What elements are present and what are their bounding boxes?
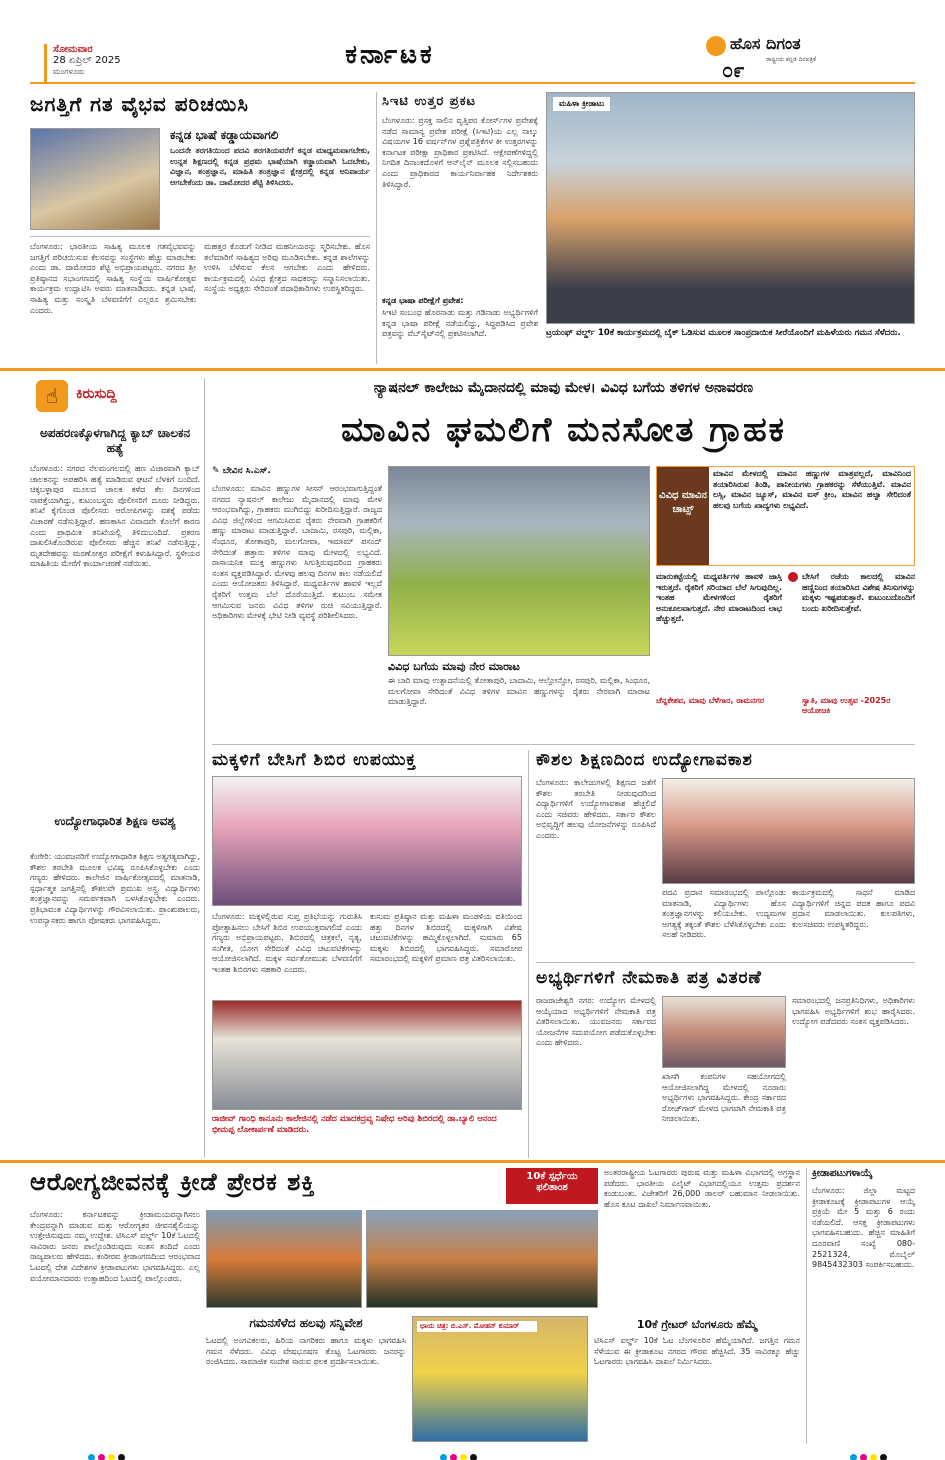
story3-tag: ಮಹಿಳಾ ಕ್ರೀಡಾಟು (553, 97, 610, 111)
pen-icon: ✎ (212, 466, 223, 476)
story1-body-col1: ಬೆಂಗಳೂರು: ಭಾರತೀಯ ಸಾಹಿತ್ಯ ಮೂಲಕ ಗತವೈಭವವನ್ನು ಜಗತ್ತಿಗೆ ಪರಿಚಯಿಸುವ ಕೆಲಸವನ್ನು ಸಂಸ್ಥೆಗಳು ಹೆಚ್ಚು ಮಾಡಬೇಕು ಎಂದು ಡಾ. ದಾಮೋದರ ಶೆಟ್ಟಿ ಅಭಿಪ್ರಾಯಪಟ್ಟರು. ನಗರದ ಶ್ರೀ ಪ್ರತಿಷ್ಠಾನದ ಸಭಾಂಗಣದಲ್ಲಿ ಸಾಹಿತ್ಯ ಸಂಸ್ಥೆಯ ವಾರ್ಷಿಕೋತ್ಸವ ಕಾರ್ಯಕ್ರಮ ಉದ್ಘಾಟಿಸಿ ಅವರು ಮಾತನಾಡಿದರು. ಕನ್ನಡ ಭಾಷೆ, ಸಾಹಿತ್ಯ ಮತ್ತು ಸಂಸ್ಕೃತಿ ಬೆಳವಣಿಗೆಗೆ ಎಲ್ಲರೂ ಶ್ರಮಿಸಬೇಕು ಎಂದರು. (30, 242, 196, 315)
hand-icon: ☝ (36, 380, 68, 412)
mango-box1 (656, 466, 915, 566)
sports-headline: ಆರೋಗ್ಯಜೀವನಕ್ಕೆ ಕ್ರೀಡೆ ಪ್ರೇರಕ ಶಕ್ತಿ (30, 1168, 316, 1196)
mango-box2 (656, 572, 782, 738)
appointment-headline: ಅಭ್ಯರ್ಥಿಗಳಿಗೆ ನೇಮಕಾತಿ ಪತ್ರ ವಿತರಣೆ (536, 968, 762, 988)
story1-subhead-text: ಒಂದನೇ ತರಗತಿಯಿಂದ ಪದವಿ ತರಗತಿಯವರೆಗೆ ಕನ್ನಡ ಮಾಧ್ಯಮವಾಗಬೇಕು, ಉನ್ನತ ಶಿಕ್ಷಣದಲ್ಲಿ ಕನ್ನಡ ಪ್ರಥಮ ಭಾಷೆಯಾಗಿ ಕಡ್ಡಾಯವಾಗಿ ಓದಬೇಕು, ವಿಜ್ಞಾನ, ತಂತ್ರಜ್ಞಾನ, ಮಾಹಿತಿ ತಂತ್ರಜ್ಞಾನ ಕ್ಷೇತ್ರದಲ್ಲಿ ಕನ್ನಡ ಅನಿವಾರ್ಯ ಆಗಬೇಕೆಂದು ಡಾ. ದಾಮೋದರ ಶೆಟ್ಟಿ ತಿಳಿಸಿದರು. (170, 146, 370, 187)
mango-box3-body: ಬೇಸಿಗೆ ರಜೆಯ ಕಾಲದಲ್ಲಿ ಮಾವಿನ ಹಣ್ಣಿನಿಂದ ತಯಾರಿಸಿದ ವಿಶೇಷ ತಿನಿಸುಗಳನ್ನು ಮಕ್ಕಳು ಇಷ್ಟಪಡುತ್ತಾರೆ. ಕುಟುಂಬದೊಂದಿಗೆ ಬಂದು ಖರೀದಿಸುತ್ತೇವೆ. (802, 572, 915, 613)
sports-photo-crowd (412, 1316, 588, 1442)
sports-mixer-title: ಗಮನಸೆಳೆದ ಹಲವು ಸನ್ನಿವೇಶ (249, 1316, 363, 1330)
sports-mixer-body: ಓಟದಲ್ಲಿ ಅಂಗವಿಕಲರು, ಹಿರಿಯ ನಾಗರಿಕರು ಹಾಗೂ ಮಕ್ಕಳು ಭಾಗವಹಿಸಿ ಗಮನ ಸೆಳೆದರು. ವಿವಿಧ ವೇಷಭೂಷಣ ತೊಟ್ಟ ಓಟಗಾರರು ಜನರನ್ನು ರಂಜಿಸಿದರು. ಸಾಮಾಜಿಕ ಸಂದೇಶ ಸಾರುವ ಫಲಕ ಪ್ರದರ್ಶಿಸಲಾಯಿತು. (206, 1336, 406, 1367)
camp-photo (212, 776, 522, 906)
mango-box1-label: ವಿವಿಧ ಮಾವಿನ ಚಾಟ್ಸ್ (657, 467, 709, 565)
story1-divider (30, 236, 370, 237)
col-rule-sports (806, 1168, 807, 1444)
appointment-body-col2: ಖಾಸಗಿ ಕಂಪನಿಗಳ ಸಹಯೋಗದಲ್ಲಿ ಆಯೋಜಿಸಲಾಗಿದ್ದ ಮೇಳದಲ್ಲಿ ನೂರಾರು ಅಭ್ಯರ್ಥಿಗಳು ಭಾಗವಹಿಸಿದ್ದರು. ಕೇಂದ್ರ ಸರ್ಕಾರದ ರೋಜ್‌ಗಾರ್ ಮೇಳದ ಭಾಗವಾಗಿ ನೇಮಕಾತಿ ಪತ್ರ ನೀಡಲಾಯಿತು. (662, 1072, 786, 1124)
sports-photo-tag: ಛಾಯ ಚಿತ್ರ: ಬಿ.ಎಸ್. ಮೋಹನ್ ಕುಮಾರ್ (417, 1321, 537, 1332)
page-number: ೦೯ (722, 58, 745, 82)
story1-subhead: ಕನ್ನಡ ಭಾಷೆ ಕಡ್ಡಾಯವಾಗಲಿ (170, 128, 279, 142)
story2-headline: ಸಿಇಟಿ ಉತ್ತರ ಪ್ರಕಟ (382, 94, 477, 109)
mango-byline-text: ಬೇವಿನ ಸಿ.ಎಸ್. (222, 466, 271, 476)
story2-body: ಬೆಂಗಳೂರು: ಪ್ರಸಕ್ತ ಸಾಲಿನ ವೃತ್ತಿಪರ ಕೋರ್ಸ್‌ಗಳ ಪ್ರವೇಶಕ್ಕೆ ನಡೆದ ಸಾಮಾನ್ಯ ಪ್ರವೇಶ ಪರೀಕ್ಷೆ (ಸಿಇಟಿ)ಯ ಎಲ್ಲ ನಾಲ್ಕು ವಿಷಯಗಳ 16 ವರ್ಷನ್‌ಗಳ ಪ್ರಶ್ನೆಪತ್ರಿಕೆಗಳ ಕೀ ಉತ್ತರಗಳನ್ನು ಕರ್ನಾಟಕ ಪರೀಕ್ಷಾ ಪ್ರಾಧಿಕಾರ ಪ್ರಕಟಿಸಿದೆ. ಆಕ್ಷೇಪಣೆಗಳಿದ್ದಲ್ಲಿ ನಿಗದಿತ ದಿನಾಂಕದೊಳಗೆ ಆನ್‌ಲೈನ್ ಮೂಲಕ ಸಲ್ಲಿಸಬಹುದು ಎಂದು ಪ್ರಾಧಿಕಾರದ ಕಾರ್ಯನಿರ್ವಾಹಕ ನಿರ್ದೇಶಕರು ತಿಳಿಸಿದ್ದಾರೆ. (382, 116, 538, 189)
kiru-item2-title: ಉದ್ಯೋಗಾಧಾರಿತ ಶಿಕ್ಷಣ ಅವಶ್ಯ (54, 814, 176, 828)
skill-bottom-rule (536, 962, 915, 963)
masthead-day: ಸೋಮವಾರ (53, 44, 93, 55)
brand-logo-icon (706, 36, 726, 56)
story3-photo (546, 92, 915, 324)
col-rule-1 (376, 92, 377, 364)
kiru-item1-body: ಬೆಂಗಳೂರು: ನಗರದ ನೆಲಮಂಗಲದಲ್ಲಿ ಹಣ ವಿಚಾರವಾಗಿ ಕ್ಯಾಬ್ ಚಾಲಕನನ್ನು ಅಪಹರಿಸಿ ಹತ್ಯೆ ಮಾಡಿರುವ ಘಟನೆ ಬೆಳಕಿಗೆ ಬಂದಿದೆ. ಚಿಕ್ಕಬಳ್ಳಾಪುರ ಮೂಲದ ಚಾಲಕ ಕಳೆದ ಕೆಲ ದಿನಗಳಿಂದ ನಾಪತ್ತೆಯಾಗಿದ್ದು, ಕುಟುಂಬಸ್ಥರು ಪೊಲೀಸರಿಗೆ ದೂರು ನೀಡಿದ್ದರು. ತನಿಖೆ ಕೈಗೊಂಡ ಪೊಲೀಸರು ಆರೋಪಿಗಳನ್ನು ವಶಕ್ಕೆ ಪಡೆದು ವಿಚಾರಣೆ ನಡೆಸುತ್ತಿದ್ದಾರೆ. ಹಣಕಾಸಿನ ವಿವಾದವೇ ಕೊಲೆಗೆ ಕಾರಣ ಎಂದು ಪ್ರಾಥಮಿಕ ತನಿಖೆಯಲ್ಲಿ ತಿಳಿದುಬಂದಿದೆ. ಪ್ರಕರಣ ದಾಖಲಿಸಿಕೊಂಡಿರುವ ಪೊಲೀಸರು ಹೆಚ್ಚಿನ ತನಿಖೆ ನಡೆಸುತ್ತಿದ್ದು, ಮೃತದೇಹವನ್ನು ಮರಣೋತ್ತರ ಪರೀಕ್ಷೆಗೆ ಕಳುಹಿಸಿದ್ದಾರೆ. ಸ್ಥಳೀಯರ ಮಾಹಿತಿಯ ಮೇರೆಗೆ ಕಾರ್ಯಾಚರಣೆ ನಡೆಯಿತು. (30, 464, 200, 569)
sports-greater-body: ಟಿಸಿಎಸ್ ವರ್ಲ್ಡ್ 10ಕೆ ಓಟ ಬೆಂಗಳೂರಿನ ಹೆಮ್ಮೆಯಾಗಿದೆ. ಜಗತ್ತಿನ ಗಮನ ಸೆಳೆಯುವ ಈ ಕ್ರೀಡಾಕೂಟ ನಗರದ ಗೌರವ ಹೆಚ್ಚಿಸಿದೆ. 35 ಸಾವಿರಕ್ಕೂ ಹೆಚ್ಚು ಓಟಗಾರರು ಭಾಗವಹಿಸಿ ದಾಖಲೆ ನಿರ್ಮಿಸಿದರು. (594, 1336, 800, 1367)
upper-band-rule (0, 368, 945, 371)
mango-photo-caption-body: ಈ ಬಾರಿ ಮಾವು ಉತ್ಪಾದನೆಯಲ್ಲಿ ತೋತಾಪುರಿ, ಬಾದಾಮಿ, ಆಲ್ಫೋನ್ಸೋ, ರಸಪುರಿ, ಮಲ್ಲಿಕಾ, ಸಿಂಧೂರ, ಮಲಗೋವಾ ಸೇರಿದಂತೆ ವಿವಿಧ ತಳಿಗಳ ಮಾವಿನ ಹಣ್ಣುಗಳನ್ನು ರೈತರು ನೇರವಾಗಿ ಮಾರಾಟ ಮಾಡುತ್ತಿದ್ದಾರೆ. (388, 676, 650, 707)
masthead-city: ಮಂಗಳೂರು (53, 67, 85, 76)
mango-box2-sign: ಚೆನ್ನಕೇಶವ, ಮಾವು ಬೆಳೆಗಾರ, ರಾಮನಗರ (656, 696, 764, 705)
mango-box1-body: ಮಾವಿನ ಮೇಳದಲ್ಲಿ ಮಾವಿನ ಹಣ್ಣುಗಳ ಮಾತ್ರವಲ್ಲದೆ, ಮಾವಿನಿಂದ ತಯಾರಿಸಿರುವ ತಿಂಡಿ, ಪಾನೀಯಗಳು ಗ್ರಾಹಕರನ್ನು ಸೆಳೆಯುತ್ತಿವೆ. ಮಾವಿನ ಲಸ್ಸಿ, ಮಾವಿನ ಜ್ಯೂಸ್, ಮಾವಿನ ಐಸ್ ಕ್ರೀಂ, ಮಾವಿನ ಹಲ್ವಾ ಸೇರಿದಂತೆ ಹಲವು ಬಗೆಯ ಖಾದ್ಯಗಳು ಲಭ್ಯವಿದೆ. (713, 469, 911, 510)
sports-photo-men (366, 1210, 598, 1308)
skill-body-col3: ಕಾರ್ಯಕ್ರಮದಲ್ಲಿ ಸಾಧನೆ ಮಾಡಿದ ವಿದ್ಯಾರ್ಥಿಗಳಿಗೆ ಚಿನ್ನದ ಪದಕ ಹಾಗೂ ಪದವಿ ಪ್ರದಾನ ಮಾಡಲಾಯಿತು. ಕುಲಪತಿಗಳು, ಕುಲಸಚಿವರು ಉಪಸ್ಥಿತರಿದ್ದರು. (792, 888, 915, 929)
brand-tagline: ರಾಷ್ಟ್ರೀಯ ಕನ್ನಡ ದಿನಪತ್ರಿಕೆ (766, 56, 817, 63)
sports-result-badge-line2: ಫಲಿತಾಂಶ (536, 1182, 568, 1193)
mango-photo (388, 466, 650, 656)
camp-photo2 (212, 1000, 522, 1110)
kiru-badge (30, 378, 200, 418)
skill-body-col1: ಬೆಂಗಳೂರು: ಕಾಲೇಜುಗಳಲ್ಲಿ ಶಿಕ್ಷಣದ ಜತೆಗೆ ಕೌಶಲ ತರಬೇತಿ ನೀಡುವುದರಿಂದ ವಿದ್ಯಾರ್ಥಿಗಳಿಗೆ ಉದ್ಯೋಗಾವಕಾಶ ಹೆಚ್ಚಲಿದೆ ಎಂದು ಸಚಿವರು ಹೇಳಿದರು. ಸರ್ಕಾರ ಕೌಶಲ ಅಭಿವೃದ್ಧಿಗೆ ಹಲವು ಯೋಜನೆಗಳನ್ನು ರೂಪಿಸಿದೆ ಎಂದರು. (536, 778, 656, 840)
camp-body-col2: ಕುಸುಮ ಪ್ರತಿಷ್ಠಾನ ಮತ್ತು ಮಹಿಳಾ ಮಂಡಳಿಯ ವತಿಯಿಂದ ಹತ್ತು ದಿನಗಳ ಶಿಬಿರದಲ್ಲಿ ಮಕ್ಕಳಿಗಾಗಿ ವಿಶೇಷ ಚಟುವಟಿಕೆಗಳನ್ನು ಹಮ್ಮಿಕೊಳ್ಳಲಾಗಿದೆ. ಸುಮಾರು 65 ಮಕ್ಕಳು ಶಿಬಿರದಲ್ಲಿ ಭಾಗವಹಿಸಿದ್ದರು. ಸಮಾರೋಪ ಸಮಾರಂಭದಲ್ಲಿ ಮಕ್ಕಳಿಗೆ ಪ್ರಮಾಣ ಪತ್ರ ವಿತರಿಸಲಾಯಿತು. (370, 912, 522, 964)
appointment-photo (662, 996, 786, 1068)
appointment-body-col1: ರಾಜರಾಜೇಶ್ವರಿ ನಗರ: ಉದ್ಯೋಗ ಮೇಳದಲ್ಲಿ ಆಯ್ಕೆಯಾದ ಅಭ್ಯರ್ಥಿಗಳಿಗೆ ನೇಮಕಾತಿ ಪತ್ರ ವಿತರಿಸಲಾಯಿತು. ಯುವಜನರು ಸರ್ಕಾರದ ಯೋಜನೆಗಳ ಸದುಪಯೋಗ ಪಡೆದುಕೊಳ್ಳಬೇಕು ಎಂದು ಹೇಳಿದರು. (536, 996, 656, 1048)
lower-band-rule (0, 1160, 945, 1163)
masthead-rule (30, 82, 915, 84)
mango-bottom-rule (212, 744, 915, 745)
mango-box3-sign: ಸ್ವಾತಿ, ಮಾವು ಉತ್ಸವ -2025ರ ಆಯೋಜಕಿ (802, 696, 891, 715)
kiru-badge-label: ಕಿರುಸುದ್ದಿ (76, 386, 117, 402)
kiru-item1-title: ಅಪಹರಣಕ್ಕೊಳಗಾಗಿದ್ದ ಕ್ಯಾಬ್ ಚಾಲಕನ ಹತ್ಯೆ (39, 426, 191, 455)
masthead (0, 0, 945, 82)
skill-headline: ಕೌಶಲ ಶಿಕ್ಷಣದಿಂದ ಉದ್ಯೋಗಾವಕಾಶ (536, 750, 753, 770)
brand-block (706, 32, 894, 82)
story2-body2: ಸಿಇಟಿ ಸಂಬಂಧ ಹೊರನಾಡು ಮತ್ತು ಗಡಿನಾಡು ಅಭ್ಯರ್ಥಿಗಳಿಗೆ ಕನ್ನಡ ಭಾಷಾ ಪರೀಕ್ಷೆ ನಡೆಯಲಿದ್ದು, ಸಿದ್ಧಪಡಿಸಿದ ಪ್ರವೇಶ ಪತ್ರವನ್ನು ವೆಬ್‌ಸೈಟ್‌ನಲ್ಲಿ ಪ್ರಕಟಿಸಲಾಗಿದೆ. (382, 308, 538, 339)
brand-name: ಹೊಸ ದಿಗಂತ (730, 34, 801, 53)
camp-photo2-caption: ರಾಜೀವ್ ಗಾಂಧಿ ಕಾನೂನು ಕಾಲೇಜಿನಲ್ಲಿ ನಡೆದ ಮಾದಕದ್ರವ್ಯ ನಿಷೇಧ ಅರಿವು ಶಿಬಿರದಲ್ಲಿ ಡಾ.ಬ್ಯಾಲಿ ಆನಂದ ಭೀಮಪ್ಪ ಲೋಕಾರ್ಪಣೆ ಮಾಡಿದರು. (212, 1114, 497, 1135)
mango-headline: ಮಾವಿನ ಘಮಲಿಗೆ ಮನಸೋತ ಗ್ರಾಹಕ (341, 410, 786, 450)
story1-photo (30, 128, 160, 230)
sports-result-body: ಅಂತರರಾಷ್ಟ್ರೀಯ ಓಟಗಾರರು ಪುರುಷ ಮತ್ತು ಮಹಿಳಾ ವಿಭಾಗದಲ್ಲಿ ಅಗ್ರಸ್ಥಾನ ಪಡೆದರು. ಭಾರತೀಯ ಎಲೈಟ್ ವಿಭಾಗದಲ್ಲಿಯೂ ಉತ್ತಮ ಪ್ರದರ್ಶನ ಕಂಡುಬಂತು. ವಿಜೇತರಿಗೆ 26,000 ಡಾಲರ್ ಬಹುಮಾನ ನೀಡಲಾಯಿತು. ಹೊಸ ಕೂಟ ದಾಖಲೆ ನಿರ್ಮಾಣವಾಯಿತು. (604, 1168, 800, 1209)
mango-byline (212, 466, 382, 476)
masthead-date: 28 ಏಪ್ರಿಲ್ 2025 (53, 55, 121, 66)
col-rule-kiru (204, 378, 205, 1158)
sports-photo-women (206, 1210, 362, 1308)
camp-headline: ಮಕ್ಕಳಿಗೆ ಬೇಸಿಗೆ ಶಿಬಿರ ಉಪಯುಕ್ತ (212, 750, 417, 770)
kiru-item2-body: ಕೆಂಗೇರಿ: ಯುವಜನರಿಗೆ ಉದ್ಯೋಗಾಧಾರಿತ ಶಿಕ್ಷಣ ಅತ್ಯಗತ್ಯವಾಗಿದ್ದು, ಕೌಶಲ ತರಬೇತಿ ಮೂಲಕ ಭವಿಷ್ಯ ರೂಪಿಸಿಕೊಳ್ಳಬೇಕು ಎಂದು ಗಣ್ಯರು ಹೇಳಿದರು. ಕಾಲೇಜಿನ ವಾರ್ಷಿಕೋತ್ಸವದಲ್ಲಿ ಮಾತನಾಡಿ, ಸ್ಪರ್ಧಾತ್ಮಕ ಜಗತ್ತಿನಲ್ಲಿ ಕೌಶಲವೇ ಪ್ರಮುಖ ಅಸ್ತ್ರ. ವಿದ್ಯಾರ್ಥಿಗಳು ತಂತ್ರಜ್ಞಾನವನ್ನು ಸಮರ್ಪಕವಾಗಿ ಬಳಸಿಕೊಳ್ಳಬೇಕು ಎಂದರು. ಪ್ರತಿಭಾವಂತ ವಿದ್ಯಾರ್ಥಿಗಳನ್ನು ಗೌರವಿಸಲಾಯಿತು. ಪ್ರಾಂಶುಪಾಲರು, ಉಪನ್ಯಾಸಕರು ಹಾಗೂ ಪೋಷಕರು ಭಾಗವಹಿಸಿದ್ದರು. (30, 852, 200, 925)
story1-body-col2: ಮಹತ್ತರ ಕೊಡುಗೆ ನೀಡಿದ ಮಹನೀಯರನ್ನು ಸ್ಮರಿಸಬೇಕು. ಹೊಸ ತಲೆಮಾರಿಗೆ ಸಾಹಿತ್ಯದ ಅರಿವು ಮೂಡಿಸಬೇಕು. ಕನ್ನಡ ಶಾಲೆಗಳನ್ನು ಉಳಿಸಿ ಬೆಳೆಸುವ ಕೆಲಸ ಆಗಬೇಕು ಎಂದು ಹೇಳಿದರು. ಕಾರ್ಯಕ್ರಮದಲ್ಲಿ ವಿವಿಧ ಕ್ಷೇತ್ರದ ಸಾಧಕರನ್ನು ಸನ್ಮಾನಿಸಲಾಯಿತು. ಸಂಸ್ಥೆಯ ಅಧ್ಯಕ್ಷರು ಸೇರಿದಂತೆ ಪದಾಧಿಕಾರಿಗಳು ಉಪಸ್ಥಿತರಿದ್ದರು. (204, 242, 370, 294)
sports-right-title: ಕ್ರೀಡಾಪಟುಗಳಾಯ್ಕೆ (812, 1168, 873, 1179)
masthead-date-block (44, 44, 154, 82)
mango-kicker: ನ್ಯಾಷನಲ್ ಕಾಲೇಜು ಮೈದಾನದಲ್ಲಿ ಮಾವು ಮೇಳ। ವಿವಿಧ ಬಗೆಯ ತಳಿಗಳ ಅನಾವರಣ (373, 380, 754, 396)
col-rule-camp (528, 750, 529, 1158)
mango-box3 (788, 572, 915, 738)
story1-headline: ಜಗತ್ತಿಗೆ ಗತ ವೈಭವ ಪರಿಚಯಿಸಿ (30, 92, 249, 116)
sports-result-badge-line1: 10ಕೆ ಸ್ಪರ್ಧೆಯ (526, 1171, 578, 1182)
mango-dot-icon (788, 572, 798, 582)
mango-box2-body: ಮಾರುಕಟ್ಟೆಯಲ್ಲಿ ಮಧ್ಯವರ್ತಿಗಳ ಹಾವಳಿ ಜಾಸ್ತಿ ಇರುತ್ತದೆ. ರೈತರಿಗೆ ಸರಿಯಾದ ಬೆಲೆ ಸಿಗುವುದಿಲ್ಲ. ಇಂತಹ ಮೇಳಗಳಿಂದ ರೈತರಿಗೆ ಅನುಕೂಲವಾಗುತ್ತದೆ. ನೇರ ಮಾರಾಟದಿಂದ ಲಾಭ ಹೆಚ್ಚುತ್ತದೆ. (656, 572, 782, 624)
registration-marks-center (440, 1446, 480, 1460)
sports-right-body: ಬೆಂಗಳೂರು: ಜಿಲ್ಲಾ ಮಟ್ಟದ ಕ್ರೀಡಾಕೂಟಕ್ಕೆ ಕ್ರೀಡಾಪಟುಗಳ ಆಯ್ಕೆ ಪ್ರಕ್ರಿಯೆ ಮೇ 5 ಮತ್ತು 6 ರಂದು ನಡೆಯಲಿದೆ. ಆಸಕ್ತ ಕ್ರೀಡಾಪಟುಗಳು ಭಾಗವಹಿಸಬಹುದು. ಹೆಚ್ಚಿನ ಮಾಹಿತಿಗೆ ದೂರವಾಣಿ ಸಂಖ್ಯೆ 080-2521324, ಮೊಬೈಲ್ 9845432303 ಸಂಪರ್ಕಿಸಬಹುದು. (812, 1186, 915, 1270)
sports-body: ಬೆಂಗಳೂರು: ಕರ್ನಾಟಕವನ್ನು ಕ್ರೀಡಾಮಯವನ್ನಾಗಿಸಲು ಕೇಂದ್ರವನ್ನಾಗಿ ಮಾಡುವ ಮತ್ತು ಆರೋಗ್ಯಕರ ಜೀವನಶೈಲಿಯನ್ನು ಉತ್ತೇಜಿಸುವುದು ನಮ್ಮ ಉದ್ದೇಶ. ಟಿಸಿಎಸ್ ವರ್ಲ್ಡ್ 10ಕೆ ಓಟದಲ್ಲಿ ಸಾವಿರಾರು ಜನರು ಪಾಲ್ಗೊಂಡಿರುವುದು ಸಂತಸ ತಂದಿದೆ ಎಂದು ರಾಜ್ಯಪಾಲರು ಹೇಳಿದರು. ಕಂಠೀರವ ಕ್ರೀಡಾಂಗಣದಿಂದ ಆರಂಭವಾದ ಓಟದಲ್ಲಿ ದೇಶ ವಿದೇಶಗಳ ಕ್ರೀಡಾಪಟುಗಳು ಭಾಗವಹಿಸಿದ್ದರು. ಎಲ್ಲ ವಯೋಮಾನದವರು ಉತ್ಸಾಹದಿಂದ ಓಟದಲ್ಲಿ ಪಾಲ್ಗೊಂಡರು. (30, 1210, 200, 1283)
skill-body-col2: ಪದವಿ ಪ್ರದಾನ ಸಮಾರಂಭದಲ್ಲಿ ಪಾಲ್ಗೊಂಡು ಮಾತನಾಡಿ, ವಿದ್ಯಾರ್ಥಿಗಳು ಹೊಸ ತಂತ್ರಜ್ಞಾನಗಳನ್ನು ಕಲಿಯಬೇಕು. ಉದ್ಯಮಗಳ ಅಗತ್ಯಕ್ಕೆ ತಕ್ಕಂತೆ ಕೌಶಲ ಬೆಳೆಸಿಕೊಳ್ಳಬೇಕು ಎಂದು ಸಲಹೆ ನೀಡಿದರು. (662, 888, 786, 940)
story2-subhead: ಕನ್ನಡ ಭಾಷಾ ಪರೀಕ್ಷೆಗೆ ಪ್ರವೇಶ: (382, 296, 464, 305)
mango-photo-caption-title: ವಿವಿಧ ಬಗೆಯ ಮಾವು ನೇರ ಮಾರಾಟ (388, 660, 520, 673)
registration-marks-left (88, 1446, 128, 1460)
registration-marks-right (850, 1446, 890, 1460)
section-title: ಕರ್ನಾಟಕ (345, 40, 435, 70)
camp-body-col1: ಬೆಂಗಳೂರು: ಮಕ್ಕಳಲ್ಲಿರುವ ಸುಪ್ತ ಪ್ರತಿಭೆಯನ್ನು ಗುರುತಿಸಿ ಪ್ರೋತ್ಸಾಹಿಸಲು ಬೇಸಿಗೆ ಶಿಬಿರ ಉಪಯುಕ್ತವಾಗಲಿದೆ ಎಂದು ಗಣ್ಯರು ಅಭಿಪ್ರಾಯಪಟ್ಟರು. ಶಿಬಿರದಲ್ಲಿ ಚಿತ್ರಕಲೆ, ನೃತ್ಯ, ಸಂಗೀತ, ಯೋಗ ಸೇರಿದಂತೆ ವಿವಿಧ ಚಟುವಟಿಕೆಗಳನ್ನು ಆಯೋಜಿಸಲಾಗಿದೆ. ಮಕ್ಕಳ ಸರ್ವತೋಮುಖ ಬೆಳವಣಿಗೆಗೆ ಇಂತಹ ಶಿಬಿರಗಳು ಸಹಕಾರಿ ಎಂದರು. (212, 912, 362, 974)
story3-caption: ಟ್ರಯಂಫ್ ವರ್ಲ್ಡ್ 10ಕೆ ಕಾರ್ಯಕ್ರಮದಲ್ಲಿ ಬೈಕ್ ಓಡಿಸುವ ಮೂಲಕ ಸಾಂಪ್ರದಾಯಿಕ ಸೀರೆಯೊಂದಿಗೆ ಮಹಿಳೆಯರು ಗಮನ ಸೆಳೆದರು. (546, 328, 901, 338)
sports-result-badge (506, 1168, 598, 1204)
mango-body: ಬೆಂಗಳೂರು: ಮಾವಿನ ಹಣ್ಣುಗಳ ಸೀಸನ್ ಆರಂಭವಾಗುತ್ತಿದ್ದಂತೆ ನಗರದ ನ್ಯಾಷನಲ್ ಕಾಲೇಜು ಮೈದಾನದಲ್ಲಿ ಮಾವು ಮೇಳ ಆರಂಭವಾಗಿದ್ದು, ಗ್ರಾಹಕರು ಮುಗಿಬಿದ್ದು ಖರೀದಿಸುತ್ತಿದ್ದಾರೆ. ರಾಜ್ಯದ ವಿವಿಧ ಜಿಲ್ಲೆಗಳಿಂದ ಆಗಮಿಸಿರುವ ರೈತರು ನೇರವಾಗಿ ಗ್ರಾಹಕರಿಗೆ ಹಣ್ಣು ಮಾರಾಟ ಮಾಡುತ್ತಿದ್ದಾರೆ. ಬಾದಾಮಿ, ರಸಪುರಿ, ಮಲ್ಲಿಕಾ, ಸೆಂಧೂರ, ತೋತಾಪುರಿ, ಮಲಗೋವಾ, ಇಮಾಮ್ ಪಸಂದ್ ಸೇರಿದಂತೆ ಹತ್ತಾರು ತಳಿಗಳ ಮಾವು ಮೇಳದಲ್ಲಿ ಲಭ್ಯವಿದೆ. ರಾಸಾಯನಿಕ ಮುಕ್ತ ಹಣ್ಣುಗಳು ಸಿಗುತ್ತಿರುವುದರಿಂದ ಗ್ರಾಹಕರು ಸಂತಸ ವ್ಯಕ್ತಪಡಿಸಿದ್ದಾರೆ. ಮೇಳವು ಹಲವು ದಿನಗಳ ಕಾಲ ನಡೆಯಲಿದೆ ಎಂದು ಆಯೋಜಕರು ತಿಳಿಸಿದ್ದಾರೆ. ಮಧ್ಯವರ್ತಿಗಳ ಹಾವಳಿ ಇಲ್ಲದೆ ರೈತರಿಗೆ ಉತ್ತಮ ಬೆಲೆ ದೊರೆಯುತ್ತಿದೆ. ಕುಟುಂಬ ಸಮೇತ ಆಗಮಿಸುವ ಜನರು ವಿವಿಧ ತಳಿಗಳ ರುಚಿ ಸವಿಯುತ್ತಿದ್ದಾರೆ. ಅಧಿಕಾರಿಗಳು ಮೇಳಕ್ಕೆ ಭೇಟಿ ನೀಡಿ ವ್ಯವಸ್ಥೆ ಪರಿಶೀಲಿಸಿದರು. (212, 484, 382, 621)
skill-photo (662, 778, 915, 884)
sports-greater-title: 10ಕೆ ಗ್ರೇಟರ್ ಬೆಂಗಳೂರು ಹೆಮ್ಮೆ (636, 1318, 758, 1331)
appointment-body-col3: ಸಮಾರಂಭದಲ್ಲಿ ಜನಪ್ರತಿನಿಧಿಗಳು, ಅಧಿಕಾರಿಗಳು ಭಾಗವಹಿಸಿ ಅಭ್ಯರ್ಥಿಗಳಿಗೆ ಶುಭ ಹಾರೈಸಿದರು. ಉದ್ಯೋಗ ಪಡೆದವರು ಸಂತಸ ವ್ಯಕ್ತಪಡಿಸಿದರು. (792, 996, 915, 1027)
